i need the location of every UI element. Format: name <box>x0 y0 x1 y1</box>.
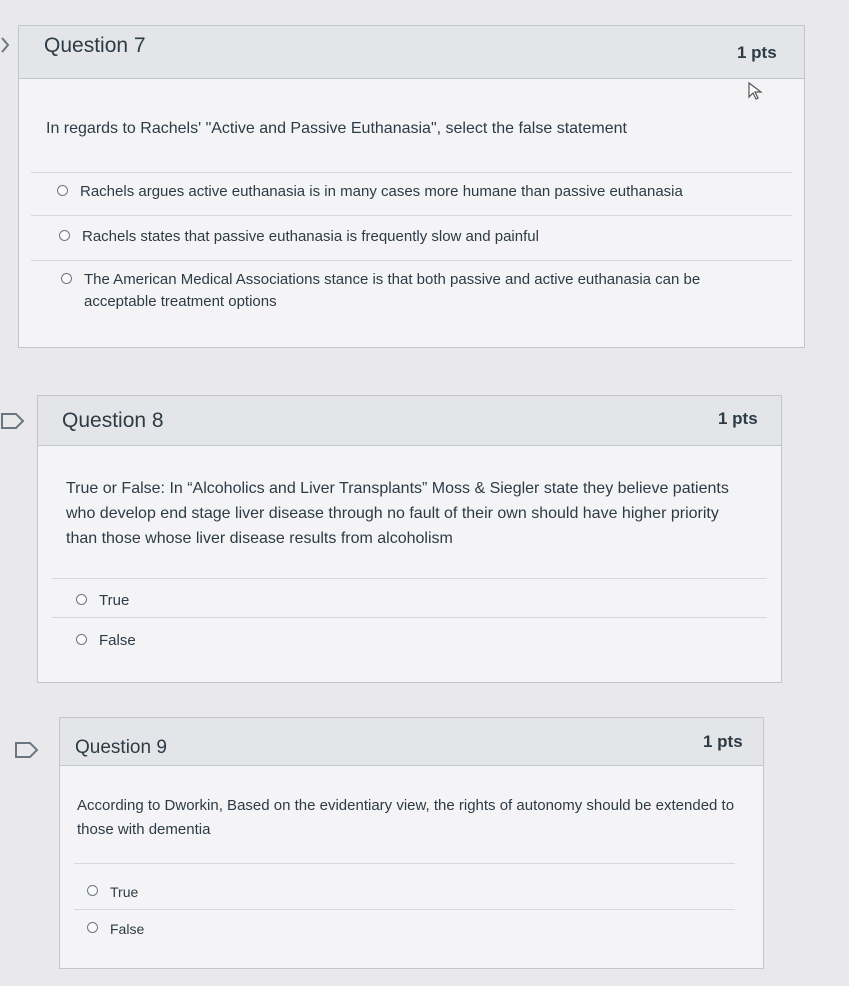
mouse-pointer-icon <box>747 81 763 101</box>
answer-option[interactable] <box>87 881 138 903</box>
answer-label: Rachels states that passive euthanasia is frequently slow and painful <box>82 228 539 245</box>
question-prompt: According to Dworkin, Based on the evidentiary view, the rights of autonomy should be extended to those with dementia <box>77 797 735 838</box>
question-9-header <box>60 718 763 766</box>
answer-label: True <box>110 884 139 900</box>
radio-button[interactable] <box>59 230 70 241</box>
divider <box>31 172 792 173</box>
question-points: 1 pts <box>718 409 758 428</box>
answer-label: False <box>110 921 145 937</box>
radio-button[interactable] <box>61 273 72 284</box>
answer-option[interactable] <box>61 269 721 313</box>
question-7-header <box>19 26 804 79</box>
divider <box>31 260 792 261</box>
radio-button[interactable] <box>76 594 87 605</box>
question-8-header <box>38 396 781 446</box>
answer-option[interactable] <box>87 918 144 940</box>
question-9-card <box>59 717 764 969</box>
radio-button[interactable] <box>57 185 68 196</box>
question-title: Question 7 <box>44 34 146 57</box>
radio-button[interactable] <box>87 922 98 933</box>
flag-icon[interactable] <box>0 412 26 430</box>
question-points: 1 pts <box>737 43 777 62</box>
radio-button[interactable] <box>76 634 87 645</box>
divider <box>31 215 792 216</box>
answer-option[interactable] <box>76 630 136 652</box>
answer-label: The American Medical Associations stance is that both passive and active euthanasia can be acceptable treatment options <box>84 271 701 310</box>
question-prompt: True or False: In “Alcoholics and Liver Transplants” Moss & Siegler state they believe patients who develop end stage liver disease through no fault of their own should have higher priority than those whose liver disease results from alcoholism <box>66 480 729 547</box>
answer-label: False <box>99 632 136 649</box>
divider <box>74 863 735 864</box>
chevron-right-icon[interactable] <box>0 36 10 54</box>
answer-label: Rachels argues active euthanasia is in many cases more humane than passive euthanasia <box>80 183 683 200</box>
answer-label: True <box>99 592 130 609</box>
answer-option[interactable] <box>76 590 129 612</box>
answer-option[interactable] <box>57 181 777 203</box>
divider <box>74 909 735 910</box>
question-7-card <box>18 25 805 348</box>
question-prompt: In regards to Rachels' "Active and Passive Euthanasia", select the false statement <box>46 120 627 137</box>
flag-icon[interactable] <box>14 741 40 759</box>
question-title: Question 9 <box>75 737 167 758</box>
question-title: Question 8 <box>62 409 164 432</box>
question-8-card <box>37 395 782 683</box>
question-points: 1 pts <box>703 732 743 751</box>
radio-button[interactable] <box>87 885 98 896</box>
answer-option[interactable] <box>59 226 779 248</box>
divider <box>52 617 767 618</box>
divider <box>52 578 767 579</box>
